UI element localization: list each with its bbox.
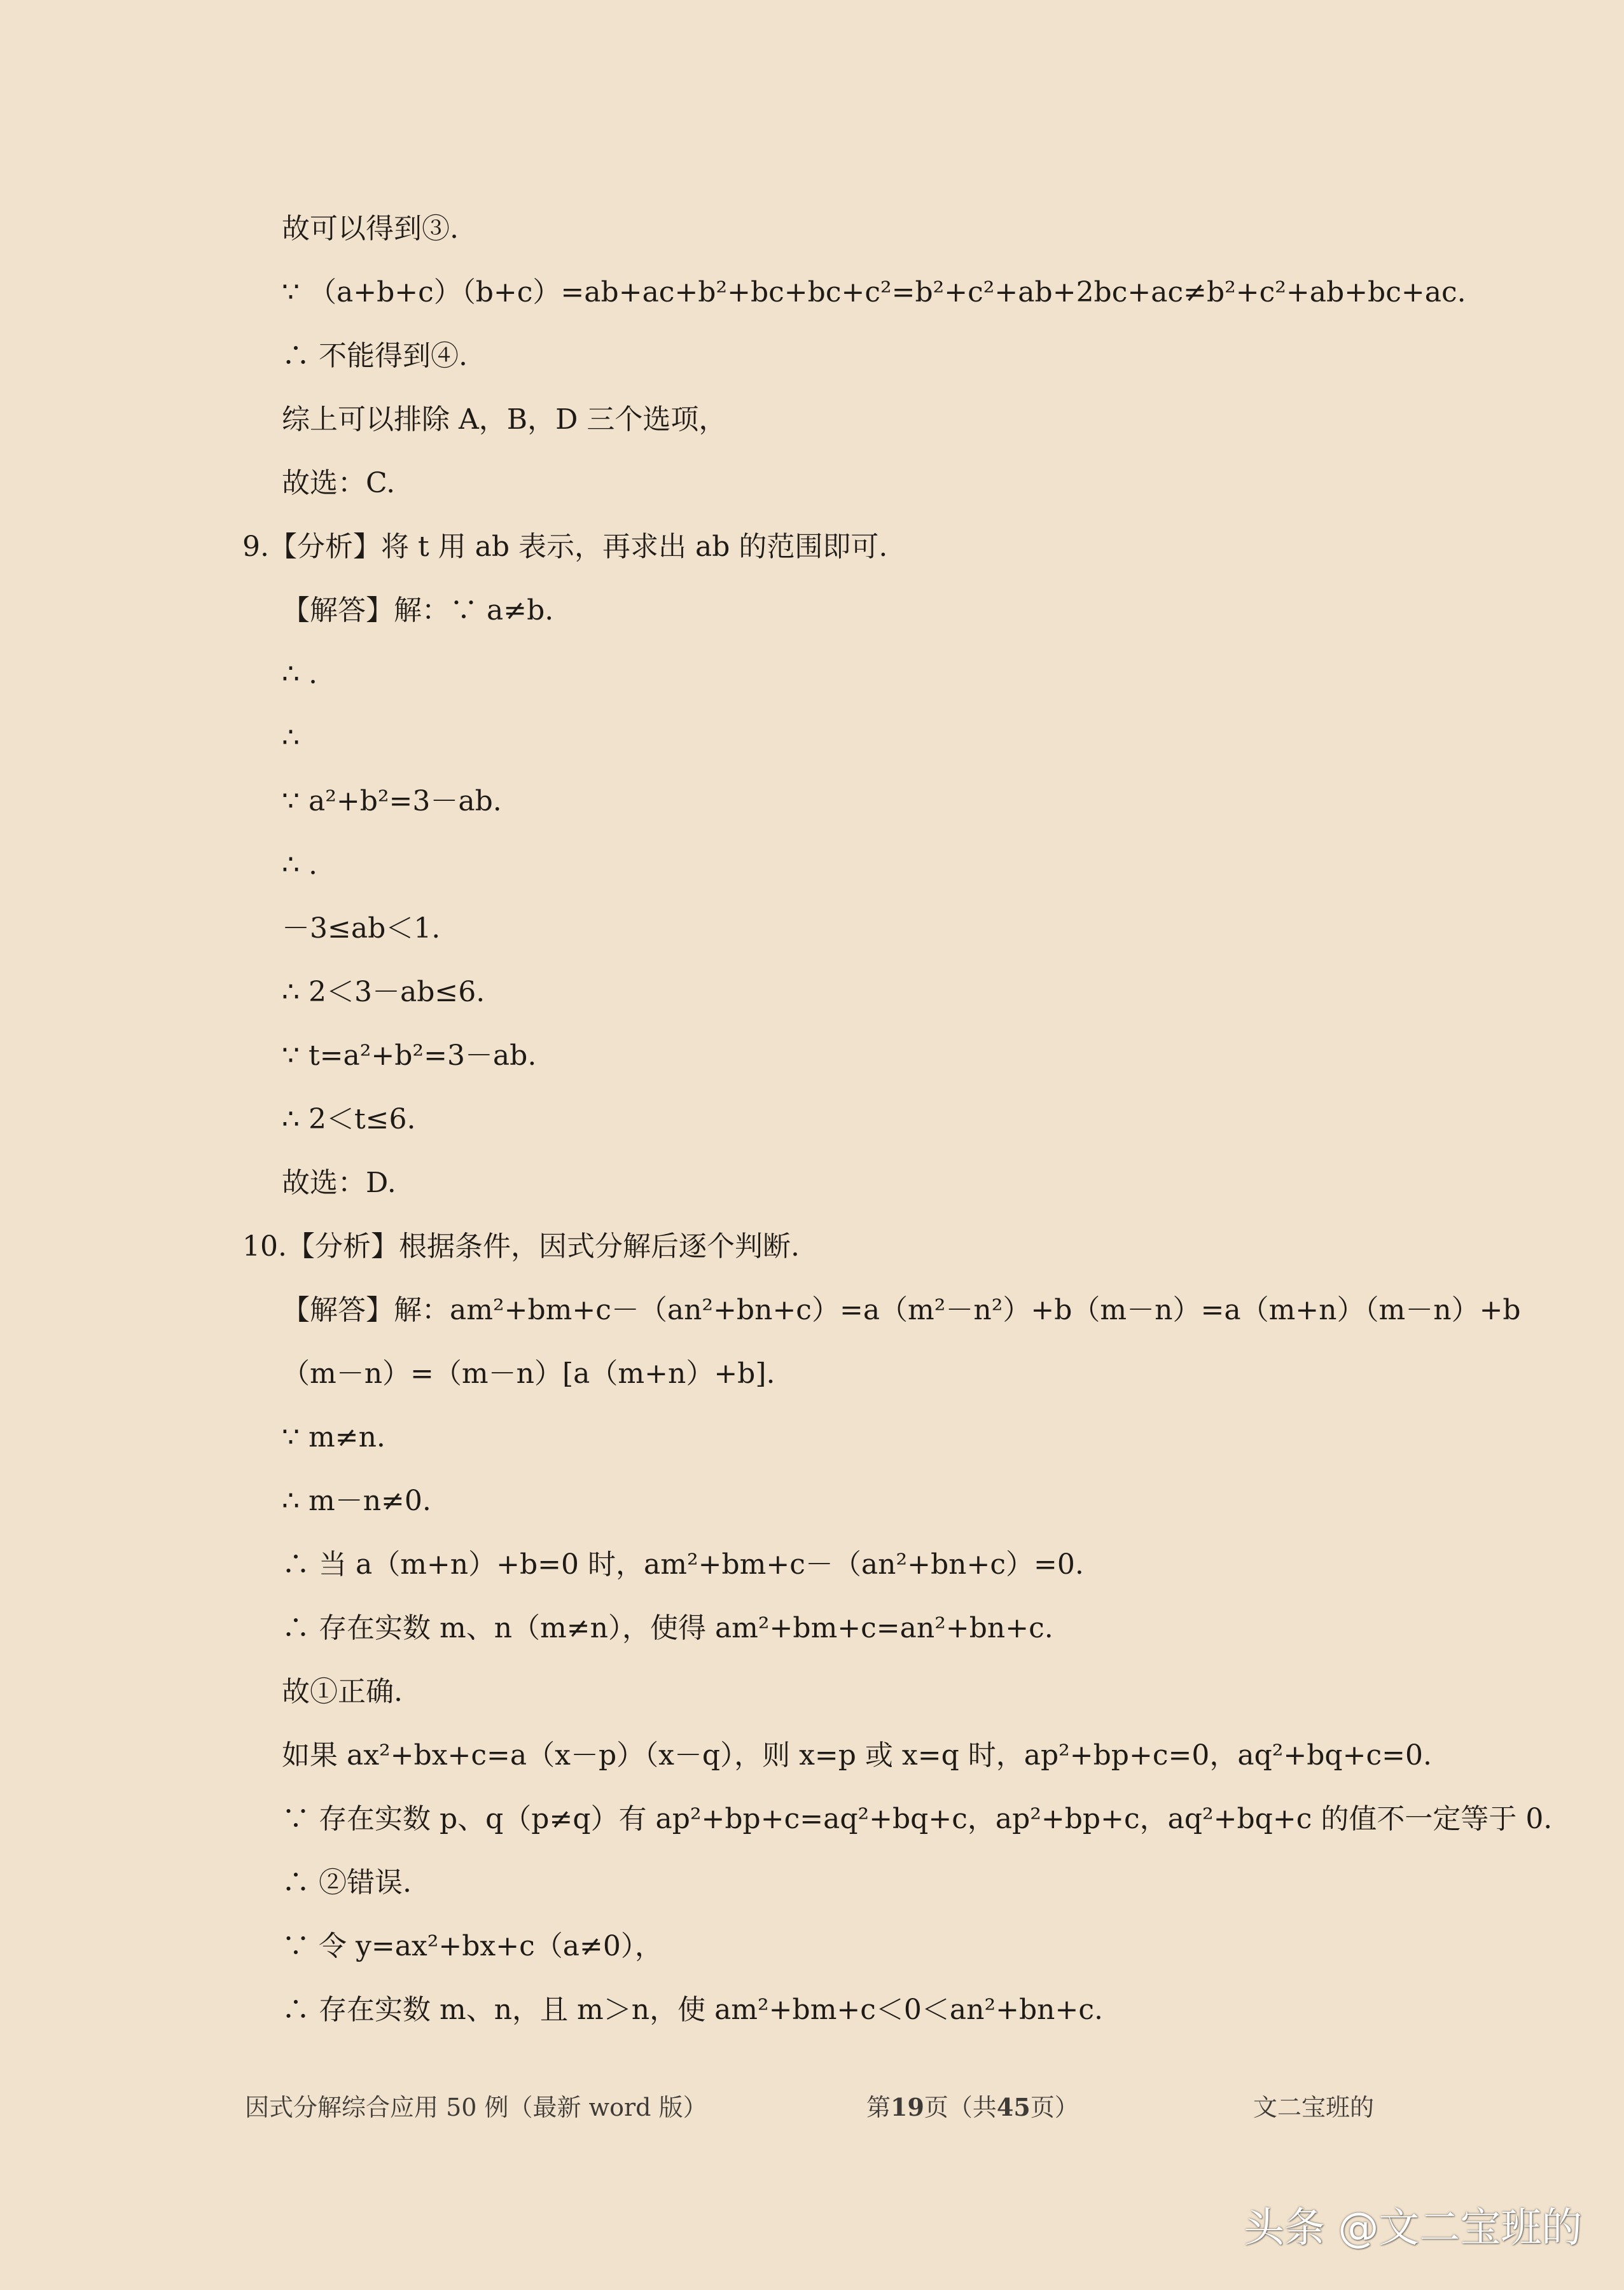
text-line: 【解答】解：am²+bm+c－（an²+bn+c）=a（m²－n²）+b（m－n）=a（m+n）（m－n）+b xyxy=(282,1294,1521,1326)
text-line: 【解答】解：∵ a≠b. xyxy=(282,594,554,627)
text-line: ∵ 存在实数 p、q（p≠q）有 ap²+bp+c=aq²+bq+c，ap²+bp+c，aq²+bq+c 的值不一定等于 0. xyxy=(282,1803,1553,1835)
footer-document-title: 因式分解综合应用 50 例（最新 word 版） xyxy=(245,2093,707,2121)
page-suffix: 页） xyxy=(1030,2093,1079,2121)
footer-author: 文二宝班的 xyxy=(1253,2093,1375,2121)
text-line: ∴ ②错误. xyxy=(282,1866,412,1899)
text-line: ∴ 2＜t≤6. xyxy=(282,1103,416,1135)
question-heading: 9.【分析】将 t 用 ab 表示，再求出 ab 的范围即可. xyxy=(242,531,888,563)
total-pages: 45 xyxy=(996,2093,1031,2121)
text-line: ∴ m－n≠0. xyxy=(282,1485,431,1517)
text-line: ∵ t=a²+b²=3－ab. xyxy=(282,1039,537,1072)
text-line: ∴ 不能得到④. xyxy=(282,340,468,372)
text-line: ∵ a²+b²=3－ab. xyxy=(282,785,502,817)
text-line: ∴ . xyxy=(282,849,317,881)
page-mid: 页（共 xyxy=(924,2093,997,2121)
text-line: 故选：C. xyxy=(282,467,396,499)
text-line: ∵ 令 y=ax²+bx+c（a≠0）， xyxy=(282,1930,663,1962)
text-line: ∴ 2＜3－ab≤6. xyxy=(282,976,485,1008)
question-heading: 10.【分析】根据条件，因式分解后逐个判断. xyxy=(242,1230,800,1263)
page-prefix: 第 xyxy=(866,2093,891,2121)
text-line: ∴ 当 a（m+n）+b=0 时，am²+bm+c－（an²+bn+c）=0. xyxy=(282,1548,1084,1581)
text-line: 故①正确. xyxy=(282,1676,403,1708)
text-line: －3≤ab＜1. xyxy=(282,912,441,945)
text-line: ∴ xyxy=(282,721,300,754)
text-line: 综上可以排除 A，B，D 三个选项， xyxy=(282,403,727,436)
current-page: 19 xyxy=(891,2093,924,2121)
text-line: 故选：D. xyxy=(282,1167,396,1199)
text-line: ∴ . xyxy=(282,658,317,690)
text-line: ∵ m≠n. xyxy=(282,1421,385,1454)
watermark: 头条 @文二宝班的 xyxy=(1244,2205,1583,2252)
footer-page-number xyxy=(866,2092,1079,2123)
text-line: ∴ 存在实数 m、n，且 m＞n，使 am²+bm+c＜0＜an²+bn+c. xyxy=(282,1994,1103,2026)
text-line: 如果 ax²+bx+c=a（x－p）（x－q），则 x=p 或 x=q 时，ap²+bp+c=0，aq²+bq+c=0. xyxy=(282,1739,1432,1772)
text-line: ∵ （a+b+c）（b+c）=ab+ac+b²+bc+bc+c²=b²+c²+ab+2bc+ac≠b²+c²+ab+bc+ac. xyxy=(282,276,1466,309)
text-line: （m－n）=（m－n）[a（m+n）+b]. xyxy=(282,1357,775,1390)
text-line: 故可以得到③. xyxy=(282,212,459,245)
text-line: ∴ 存在实数 m、n（m≠n），使得 am²+bm+c=an²+bn+c. xyxy=(282,1612,1053,1644)
